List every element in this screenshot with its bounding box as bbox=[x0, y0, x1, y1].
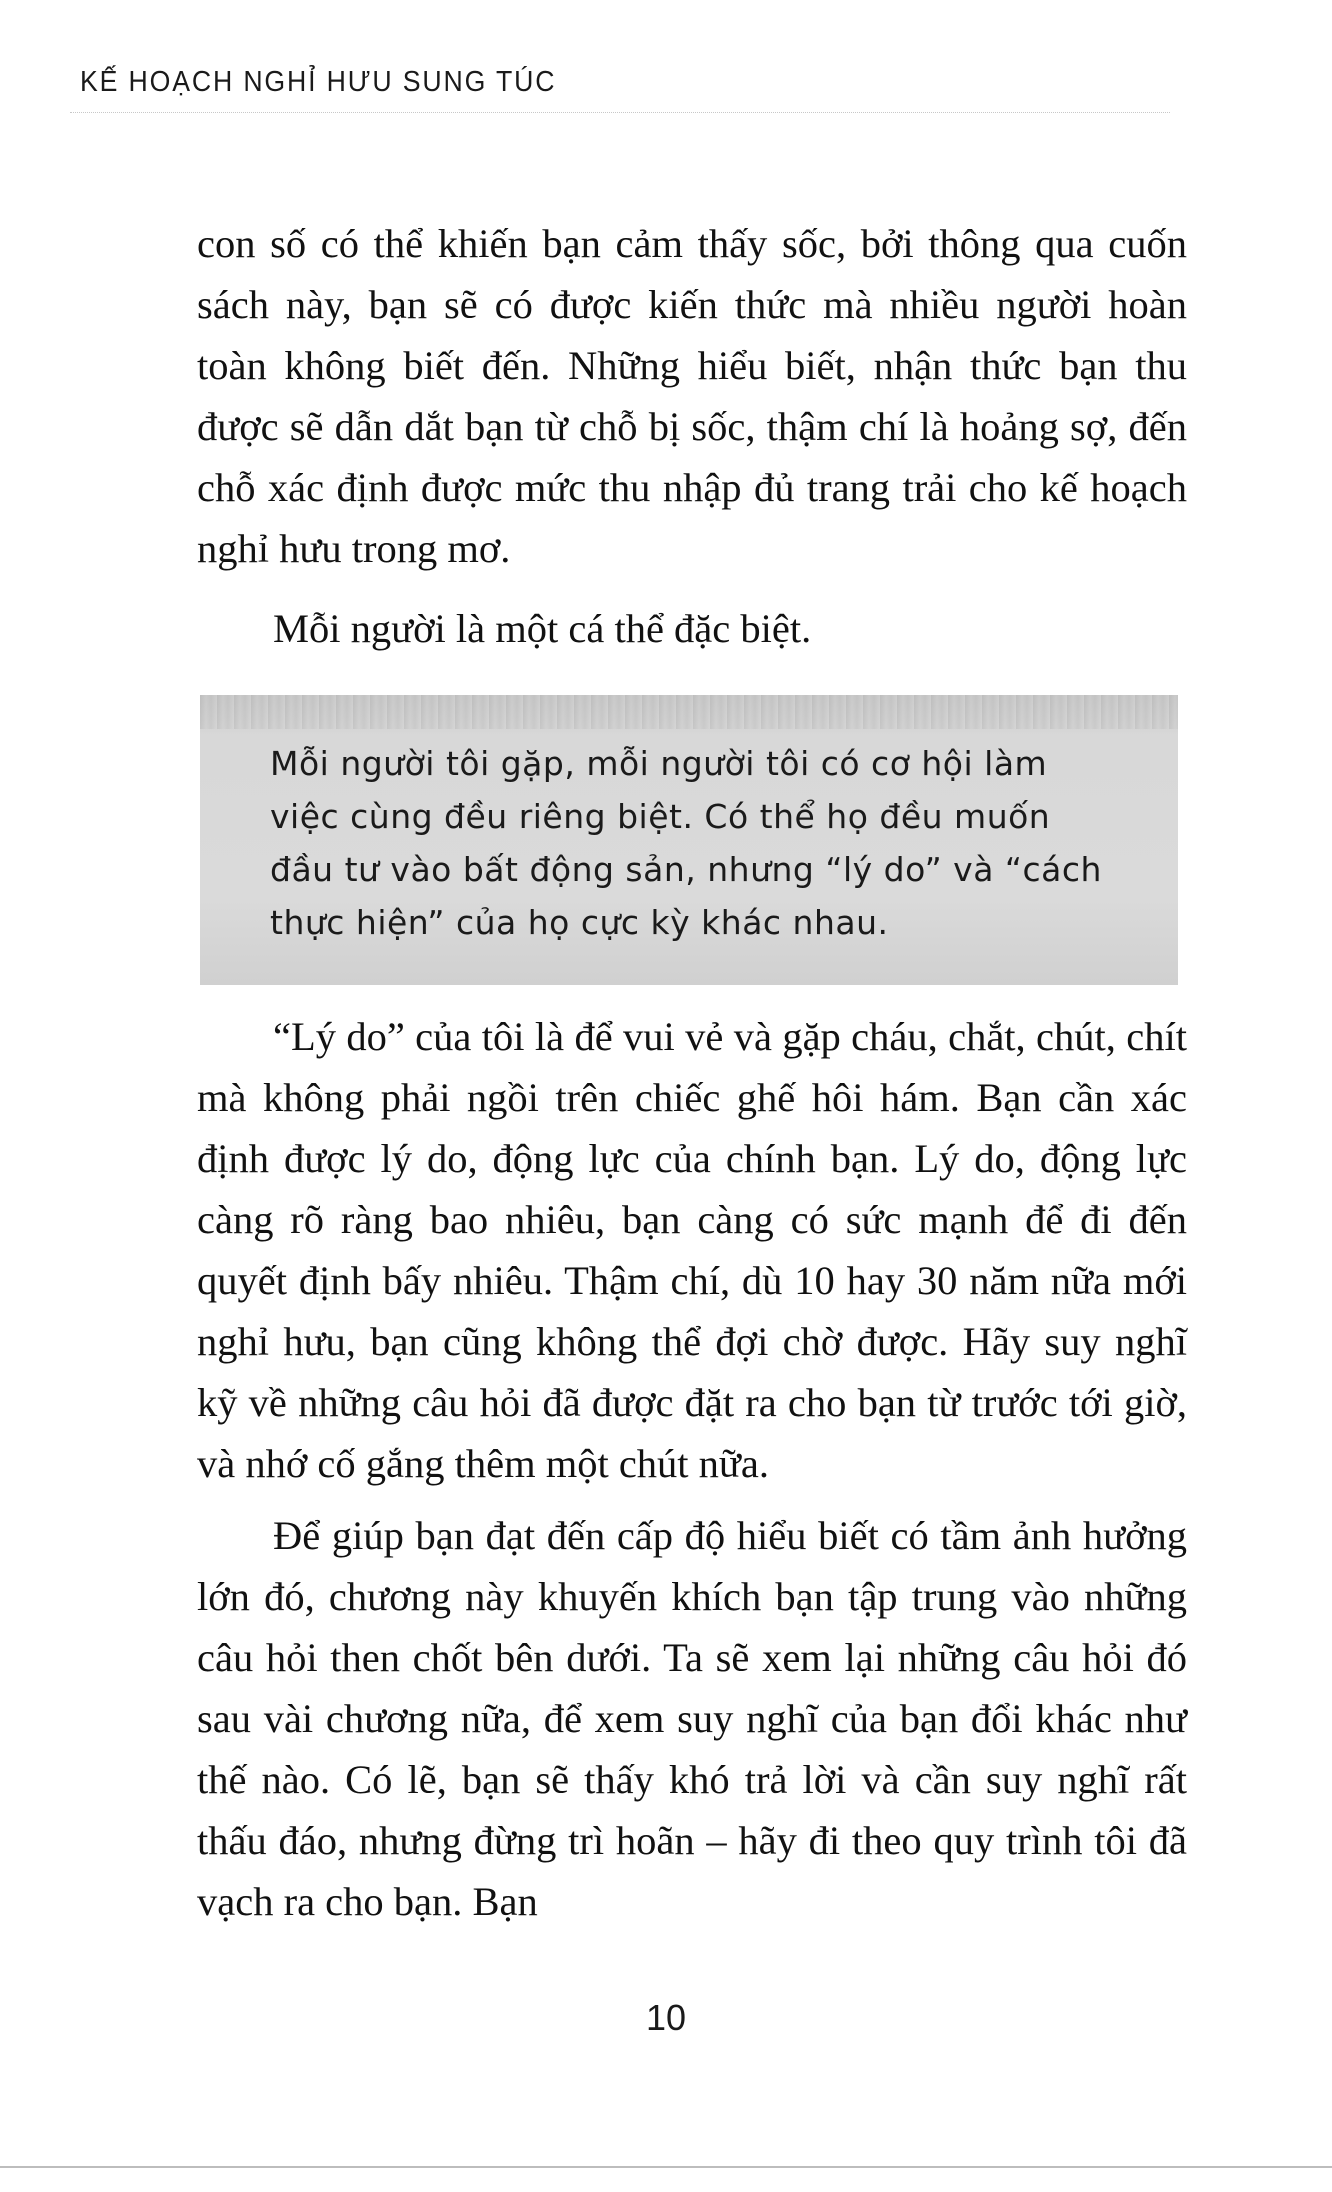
callout-text: Mỗi người tôi gặp, mỗi người tôi có cơ hội làm việc cùng đều riêng biệt. Có thể họ đều muốn đầu tư vào bất động sản, nhưng “lý do” và “cách thực hiện” của họ cực kỳ khác nhau. bbox=[270, 744, 1102, 942]
highlighted-quote-box bbox=[200, 695, 1178, 985]
page-number: 10 bbox=[645, 1997, 687, 2038]
paragraph-statement bbox=[197, 598, 1187, 659]
paragraph-text: con số có thể khiến bạn cảm thấy sốc, bởi thông qua cuốn sách này, bạn sẽ có được kiến thức mà nhiều người hoàn toàn không biết đến. Những hiểu biết, nhận thức bạn thu được sẽ dẫn dắt bạn từ chỗ bị sốc, thậm chí là hoảng sợ, đến chỗ xác định được mức thu nhập đủ trang trải cho kế hoạch nghỉ hưu trong mơ. bbox=[197, 221, 1187, 571]
page-bottom-edge bbox=[0, 2166, 1332, 2168]
paragraph-text: Để giúp bạn đạt đến cấp độ hiểu biết có tầm ảnh hưởng lớn đó, chương này khuyến khích bạn tập trung vào những câu hỏi then chốt bên dưới. Ta sẽ xem lại những câu hỏi đó sau vài chương nữa, để xem suy nghĩ của bạn đổi khác như thế nào. Có lẽ, bạn sẽ thấy khó trả lời và cần suy nghĩ rất thấu đáo, nhưng đừng trì hoãn – hãy đi theo quy trình tôi đã vạch ra cho bạn. Bạn bbox=[197, 1513, 1187, 1924]
paragraph-continuation bbox=[197, 213, 1187, 579]
paragraph-text: Mỗi người là một cá thể đặc biệt. bbox=[273, 606, 812, 651]
callout-texture bbox=[200, 695, 1178, 729]
paragraph-reason bbox=[197, 1006, 1187, 1494]
running-header: KẾ HOẠCH NGHỈ HƯU SUNG TÚC bbox=[80, 66, 557, 98]
header-divider bbox=[70, 112, 1170, 113]
paragraph-questions bbox=[197, 1505, 1187, 1932]
paragraph-text: “Lý do” của tôi là để vui vẻ và gặp cháu, chắt, chút, chít mà không phải ngồi trên chiếc ghế hôi hám. Bạn cần xác định được lý do, động lực của chính bạn. Lý do, động lực càng rõ ràng bao nhiêu, bạn càng có sức mạnh để đi đến quyết định bấy nhiêu. Thậm chí, dù 10 hay 30 năm nữa mới nghỉ hưu, bạn cũng không thể đợi chờ được. Hãy suy nghĩ kỹ về những câu hỏi đã được đặt ra cho bạn từ trước tới giờ, và nhớ cố gắng thêm một chút nữa. bbox=[197, 1014, 1187, 1486]
